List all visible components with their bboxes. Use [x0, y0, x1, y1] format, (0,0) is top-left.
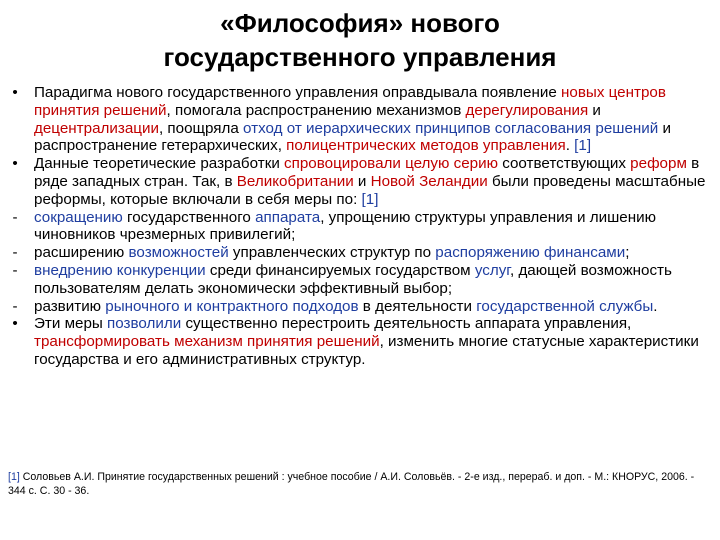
- text-segment: .: [653, 297, 658, 315]
- footnote: [8, 470, 708, 498]
- text-segment: сокращению: [34, 208, 123, 226]
- text-segment: дерегулирования: [465, 101, 589, 119]
- text-segment: рыночного и контрактного подходов: [105, 297, 359, 315]
- bullet-marker: •: [12, 84, 18, 101]
- text-segment: децентрализации: [34, 119, 159, 137]
- text-segment: спровоцировали целую серию: [284, 155, 498, 173]
- slide-title-line-2: государственного управления: [163, 42, 557, 72]
- list-item: [8, 244, 708, 262]
- dash-marker: -: [12, 297, 18, 315]
- text-segment: государственного: [122, 208, 256, 226]
- text-segment: были проведены масштабные реформы, которые включали в себя меры по:: [34, 172, 706, 208]
- text-segment: соответствующих: [497, 155, 631, 173]
- slide-title-line-1: «Философия» нового: [220, 8, 500, 38]
- text-segment: и: [588, 101, 601, 119]
- list-item: [8, 298, 708, 316]
- bullet-list: [8, 84, 708, 369]
- list-item: [8, 155, 708, 208]
- text-segment: .: [565, 137, 575, 155]
- list-item: [8, 315, 708, 368]
- slide-title: [0, 6, 720, 74]
- text-segment: [1]: [361, 190, 379, 208]
- text-segment: новых центров принятия решений: [34, 84, 666, 119]
- bullet-marker: •: [12, 315, 18, 333]
- bullet-marker: •: [12, 155, 18, 173]
- list-item: [8, 262, 708, 298]
- dash-marker: -: [12, 244, 18, 262]
- text-segment: , поощряла: [158, 119, 244, 137]
- text-segment: , изменить многие статусные характеристики государства и его административных структур.: [34, 333, 699, 368]
- text-segment: реформ: [630, 155, 687, 173]
- text-segment: и: [353, 172, 371, 190]
- text-segment: , упрощению структуры управления и лишению чиновников чрезмерных привилегий;: [34, 208, 656, 244]
- text-segment: позволили: [107, 315, 182, 333]
- text-segment: трансформировать механизм принятия решений: [34, 333, 380, 351]
- list-item: [8, 209, 708, 245]
- text-segment: Данные теоретические разработки: [34, 155, 285, 173]
- text-segment: , дающей возможность пользователям делать экономически эффективный выбор;: [34, 261, 672, 297]
- text-segment: расширению: [34, 244, 129, 262]
- text-segment: управленческих структур по: [228, 244, 436, 262]
- text-segment: аппарата: [255, 208, 321, 226]
- dash-marker: -: [12, 261, 18, 279]
- text-segment: Эти меры: [34, 315, 108, 333]
- text-segment: Парадигма нового государственного управления оправдывала появление: [34, 84, 561, 101]
- text-segment: Новой Зеландии: [370, 172, 488, 190]
- text-segment: развитию: [34, 297, 106, 315]
- text-segment: [1]: [574, 137, 592, 155]
- text-segment: , помогала распространению механизмов: [166, 101, 466, 119]
- text-segment: в деятельности: [358, 297, 477, 315]
- text-segment: и распространение гетерархических,: [34, 119, 671, 155]
- footnote-text: Соловьев А.И. Принятие государственных решений : учебное пособие / А.И. Соловьёв. - 2-е изд., перераб. и доп. - М.: КНОРУС, 2006. - 344 с. С. 30 - 36.: [8, 471, 695, 497]
- footnote-ref: [1]: [8, 471, 20, 483]
- text-segment: Великобритании: [236, 172, 354, 190]
- text-segment: ;: [625, 244, 630, 262]
- text-segment: отход от иерархических принципов согласования решений: [243, 119, 659, 137]
- list-item: [8, 84, 708, 155]
- text-segment: возможностей: [128, 244, 229, 262]
- dash-marker: -: [12, 208, 18, 226]
- text-segment: полицентрических методов управления: [286, 137, 566, 155]
- text-segment: государственной службы: [476, 297, 654, 315]
- text-segment: внедрению конкуренции: [34, 261, 206, 279]
- text-segment: в ряде западных стран. Так, в: [34, 155, 700, 190]
- text-segment: распоряжению финансами: [435, 244, 626, 262]
- text-segment: среди финансируемых государством: [205, 261, 475, 279]
- text-segment: услуг: [474, 261, 510, 279]
- text-segment: существенно перестроить деятельность аппарата управления,: [181, 315, 632, 333]
